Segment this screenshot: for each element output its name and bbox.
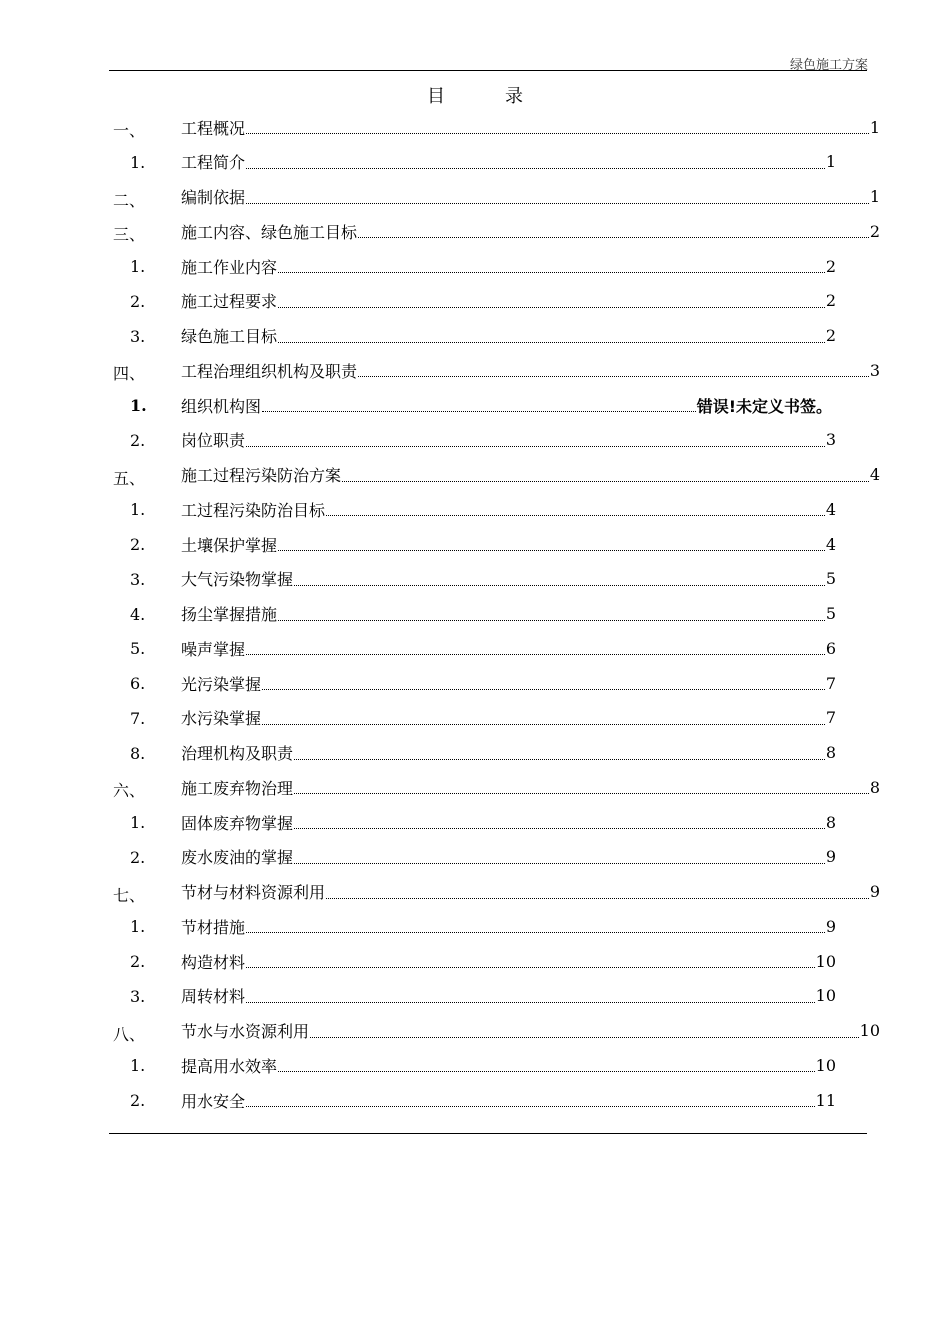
toc-entry-number: 5. [130,639,146,659]
toc-dot-leader [246,203,869,204]
toc-dot-leader [326,515,825,516]
toc-entry-title: 治理机构及职责 [181,744,294,763]
toc-entry[interactable] [113,353,880,387]
toc-entry-page: 4 [825,534,836,554]
toc-entry-title: 噪声掌握 [181,639,246,659]
toc-entry-title: 组织机构图 [181,396,262,416]
toc-entry-page: 2 [825,256,836,276]
running-header: 绿色施工方案 [789,58,868,73]
toc-entry[interactable] [130,597,836,631]
toc-entry-number: 二、 [113,190,146,210]
toc-entry-page: 4 [869,465,880,484]
toc-entry[interactable] [130,631,836,665]
toc-entry-title: 工程概况 [181,118,246,138]
toc-entry-title: 提高用水效率 [181,1056,278,1076]
toc-entry[interactable] [130,562,836,596]
toc-entry-page: 8 [825,812,836,832]
toc-entry-page: 9 [825,847,836,867]
toc-entry-page: 1 [869,187,880,206]
toc-entry-number: 3. [130,326,146,346]
toc-entry-title: 工程简介 [181,153,246,173]
toc-entry-number: 7. [130,708,146,728]
toc-entry[interactable] [130,249,836,283]
toc-entry[interactable] [113,770,880,804]
toc-entry-page: 10 [815,951,836,971]
toc-entry-number: 六、 [113,781,146,801]
toc-entry[interactable] [113,214,880,248]
toc-entry-number: 2. [130,847,146,867]
toc-dot-leader [294,863,825,864]
toc-entry-page: 11 [815,1090,836,1110]
toc-entry[interactable] [113,875,880,909]
toc-entry-title: 光污染掌握 [181,674,262,694]
toc-entry-title: 施工废弃物治理 [181,778,294,798]
toc-entry-page: 7 [825,673,836,693]
toc-entry-number: 七、 [113,885,146,905]
toc-entry-title: 构造材料 [181,952,246,972]
toc-dot-leader [246,133,869,134]
toc-entry-page: 8 [825,743,836,762]
toc-entry-number: 2. [130,535,146,554]
toc-dot-leader [246,932,825,933]
toc-entry-number: 1. [130,917,146,937]
toc-entry-title: 水污染掌握 [181,709,262,729]
toc-entry-title: 施工过程污染防治方案 [181,466,342,485]
toc-entry-number: 4. [130,604,146,624]
toc-entry[interactable] [130,840,836,874]
toc-dot-leader [278,550,825,551]
toc-dot-leader [358,237,869,238]
toc-dot-leader [310,1037,859,1038]
toc-entry-number: 2. [130,952,146,971]
toc-entry-page: 10 [859,1021,880,1040]
toc-entry-number: 2. [130,1091,146,1110]
toc-dot-leader [278,342,825,343]
toc-entry-title: 施工作业内容 [181,257,278,277]
toc-dot-leader [246,1002,815,1003]
toc-entry[interactable] [130,284,836,318]
toc-entry[interactable] [130,979,836,1013]
toc-entry-page: 3 [869,360,880,380]
toc-entry-title: 施工过程要求 [181,292,278,312]
toc-entry-title: 扬尘掌握措施 [181,605,278,624]
toc-entry-number: 一、 [113,121,146,140]
toc-entry-page: 8 [869,777,880,797]
toc-entry-page: 2 [825,326,836,345]
toc-entry-title: 编制依据 [181,188,246,207]
toc-entry[interactable] [130,388,832,422]
toc-dot-leader [278,272,825,273]
toc-dot-leader [294,585,825,586]
toc-entry-number: 五、 [113,468,146,488]
toc-entry-number: 三、 [113,225,146,245]
toc-entry-number: 1. [130,1056,146,1076]
toc-entry-page: 5 [825,604,836,623]
toc-entry-number: 1. [130,813,146,832]
toc-entry-number: 2. [130,430,146,450]
toc-entry[interactable] [113,1014,880,1048]
toc-entry-page: 5 [825,569,836,589]
toc-entry-page: 3 [825,430,836,450]
toc-entry-title: 周转材料 [181,987,246,1007]
toc-dot-leader [294,828,825,829]
toc-entry[interactable] [130,909,836,943]
toc-entry[interactable] [130,805,836,839]
toc-entry[interactable] [130,527,836,561]
toc-entry-number: 四、 [113,364,146,384]
toc-entry[interactable] [113,110,880,144]
footer-divider [109,1133,867,1134]
toc-dot-leader [294,793,869,794]
toc-entry[interactable] [130,423,836,457]
toc-entry-title: 施工内容、绿色施工目标 [181,222,358,242]
toc-dot-leader [326,898,869,899]
toc-entry-page: 9 [825,916,836,936]
toc-dot-leader [262,411,696,412]
toc-title-right: 录 [505,86,523,107]
toc-entry[interactable] [130,1048,836,1082]
toc-entry[interactable] [130,145,836,179]
toc-dot-leader [246,1106,815,1107]
toc-dot-leader [278,1071,815,1072]
toc-dot-leader [262,689,825,690]
toc-dot-leader [262,724,825,725]
toc-entry-page: 2 [869,221,880,241]
toc-dot-leader [342,481,869,482]
toc-entry-title: 节材措施 [181,917,246,937]
toc-entry-page: 6 [825,638,836,658]
toc-entry-number: 1. [130,257,146,276]
header-divider [109,70,867,71]
toc-dot-leader [246,168,825,169]
toc-entry-number: 3. [130,569,146,589]
toc-entry-title: 工程治理组织机构及职责 [181,361,358,381]
toc-dot-leader [246,446,825,447]
toc-entry-number: 8. [130,743,146,763]
toc-dot-leader [294,759,825,760]
toc-entry-title: 大气污染物掌握 [181,570,294,590]
toc-entry-number: 八、 [113,1024,146,1044]
toc-dot-leader [358,376,869,377]
toc-entry-title: 土壤保护掌握 [181,535,278,555]
toc-entry-page: 10 [815,1055,836,1075]
toc-entry-page: 1 [869,117,880,137]
toc-entry[interactable] [130,666,836,700]
toc-entry-number: 6. [130,674,146,693]
toc-entry-page: 9 [869,882,880,901]
toc-entry-page: 4 [825,499,836,519]
toc-entry-page: 7 [825,708,836,728]
toc-entry-number: 1. [130,152,146,172]
toc-entry[interactable] [130,944,836,978]
toc-dot-leader [278,620,825,621]
toc-entry-number: 3. [130,986,146,1006]
toc-entry-page: 2 [825,291,836,311]
toc-entry-number: 2. [130,291,146,311]
toc-entry[interactable] [130,319,836,353]
toc-entry-title: 绿色施工目标 [181,327,278,346]
toc-title [0,82,950,108]
toc-entry-title: 用水安全 [181,1091,246,1111]
toc-entry-title: 节水与水资源利用 [181,1022,310,1041]
toc-entry[interactable] [130,701,836,735]
toc-entry-number: 1. [130,396,147,415]
toc-title-left: 目 [427,86,445,107]
toc-entry-title: 固体废弃物掌握 [181,813,294,833]
toc-entry[interactable] [130,1083,836,1117]
toc-entry-title: 废水废油的掌握 [181,848,294,868]
toc-entry-title: 岗位职责 [181,431,246,451]
toc-entry-error: 错误!未定义书签。 [696,396,832,416]
toc-dot-leader [246,654,825,655]
toc-entry[interactable] [113,458,880,492]
toc-dot-leader [246,967,815,968]
toc-entry-title: 工过程污染防治目标 [181,500,326,520]
toc-entry-number: 1. [130,500,146,520]
toc-entry[interactable] [130,492,836,526]
toc-dot-leader [278,307,825,308]
toc-entry[interactable] [113,180,880,214]
toc-entry-title: 节材与材料资源利用 [181,883,326,902]
toc-entry-page: 1 [825,152,836,172]
toc-entry-page: 10 [815,986,836,1006]
toc-entry[interactable] [130,736,836,770]
